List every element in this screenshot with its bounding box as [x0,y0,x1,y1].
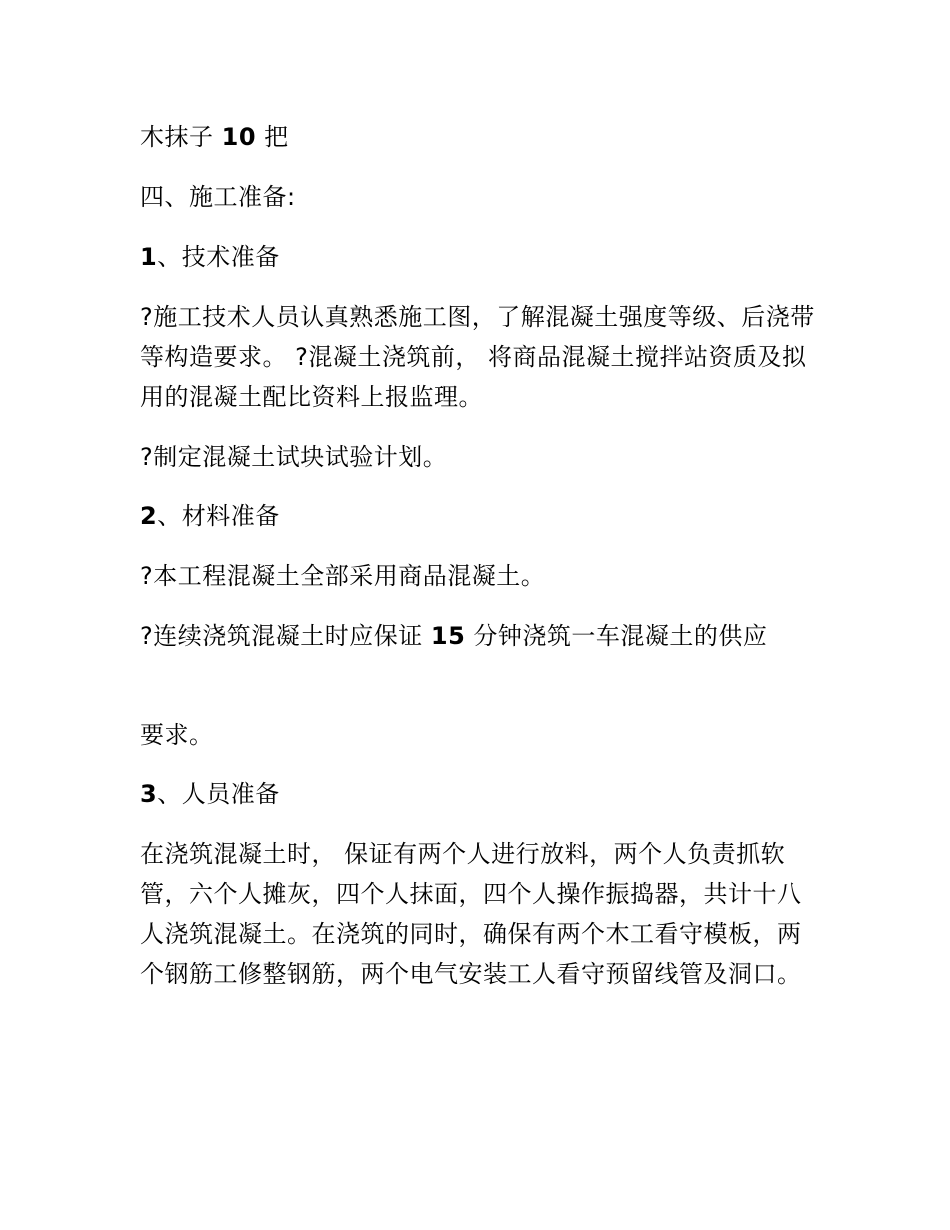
paragraph-material-requirement: 要求。 [140,721,214,749]
sub-heading-material: 2、材料准备 [140,502,280,530]
section-four-heading: 四、施工准备: [140,183,296,211]
paragraph-material-supply: ?连续浇筑混凝土时应保证 15 分钟浇筑一车混凝土的供应 [140,622,768,650]
sub-heading-tech: 1、技术准备 [140,243,280,271]
paragraph-test-plan: ?制定混凝土试块试验计划。 [140,443,448,471]
tools-line: 木抹子 10 把 [140,123,289,151]
paragraph-tech-prep: ?施工技术人员认真熟悉施工图，了解混凝土强度等级、后浇带等构造要求。 ?混凝土浇筑前， 将商品混凝土搅拌站资质及拟用的混凝土配比资料上报监理。 [140,303,815,411]
paragraph-personnel: 在浇筑混凝土时， 保证有两个人进行放料，两个人负责抓软管，六个人摊灰，四个人抹面，四个人操作振捣器，共计十八人浇筑混凝土。在浇筑的同时，确保有两个木工看守模板，两个钢筋工修整钢筋，两个电气安装工人看守预留线管及洞口。 [140,840,802,988]
sub-heading-personnel: 3、人员准备 [140,780,280,808]
paragraph-material-source: ?本工程混凝土全部采用商品混凝土。 [140,562,546,590]
